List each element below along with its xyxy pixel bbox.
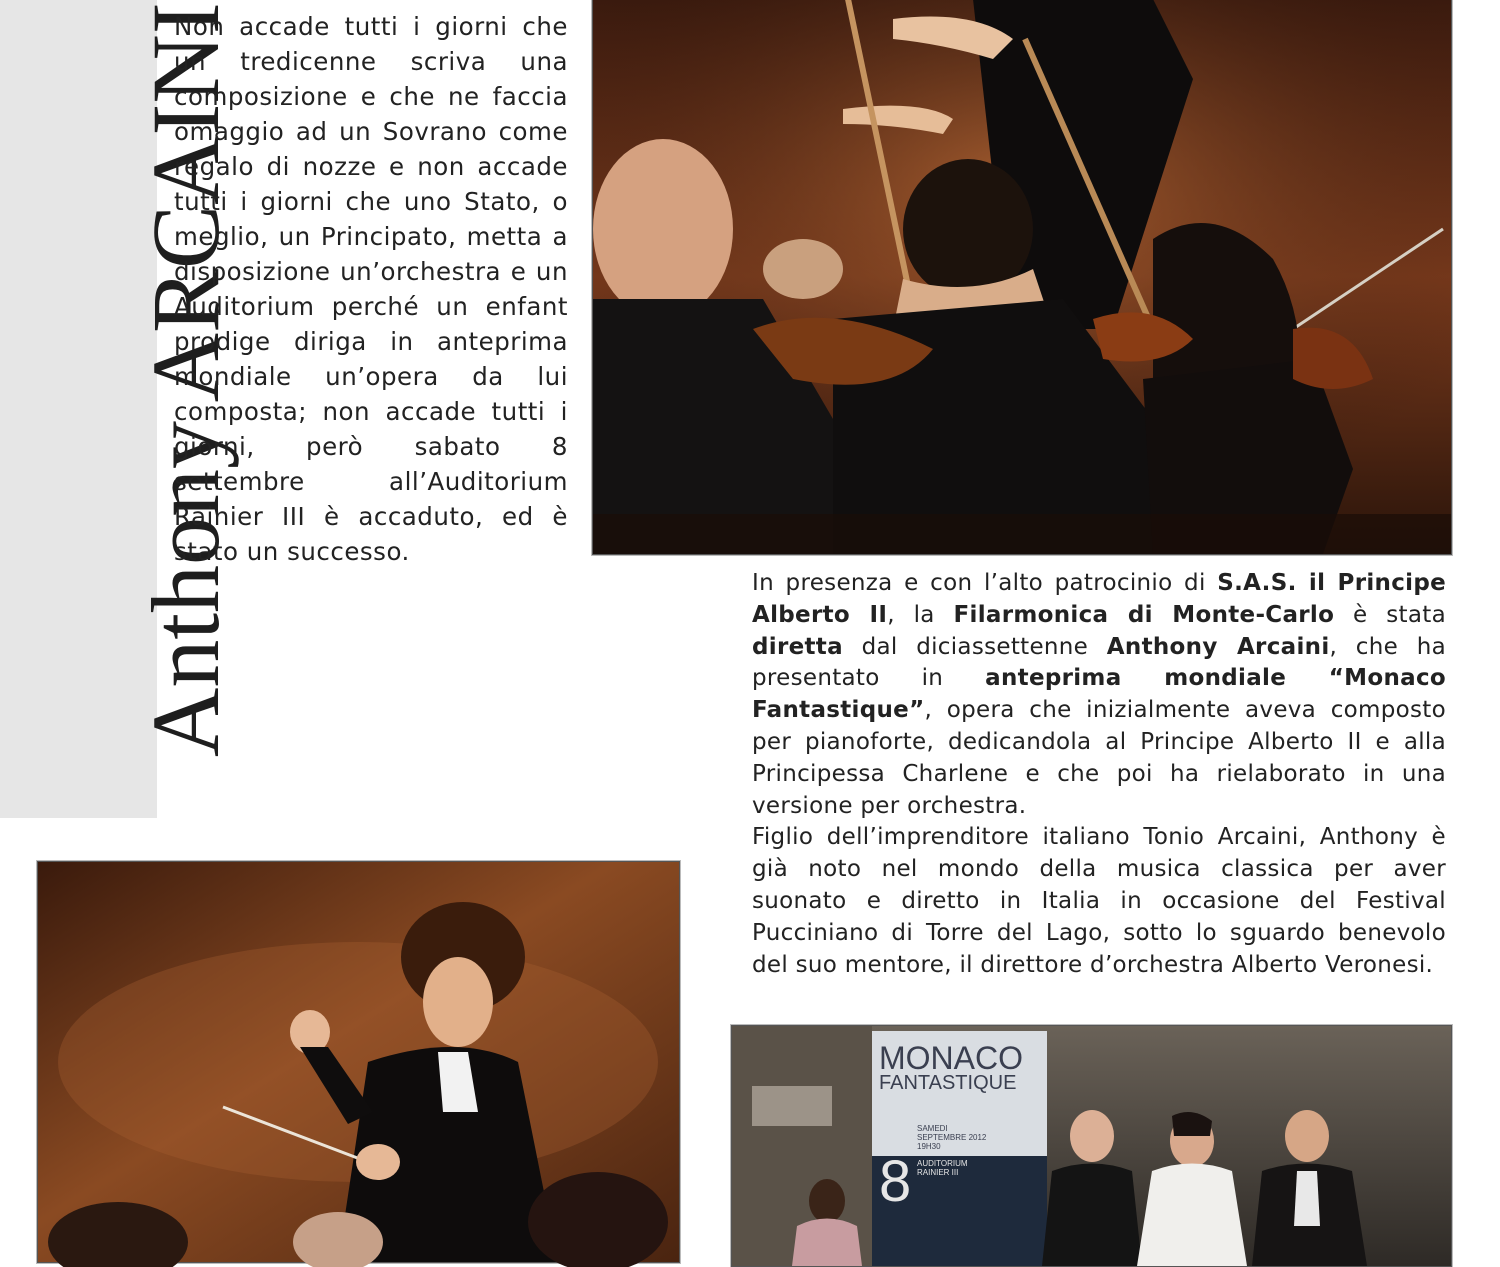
intro-paragraph: Non accade tutti i giorni che un tredicenne scriva una composizione e che ne faccia omaggio ad un Sovrano come regalo di nozze e non accade tutti i giorni che uno Stato, o meglio, un Principato, metta a disposizione un’orchestra e un Auditorium perché un enfant prodige diriga in anteprima mondiale un’opera da lui composta; non accade tutti i giorni, però sabato 8 settembre all’Auditorium Rainier III è accaduto, ed è stato un successo.	[174, 12, 568, 566]
poster-title-1: MONACO	[879, 1040, 1023, 1076]
main-text	[752, 568, 1446, 981]
paragraph-2: Figlio dell’imprenditore italiano Tonio Arcaini, Anthony è già noto nel mondo della musica classica per aver suonato e diretto in Italia in occasione del Festival Pucciniano di Torre del Lago, sotto lo sguardo benevolo del suo mentore, il direttore d’orchestra Alberto Veronesi.	[752, 824, 1446, 978]
title-band	[0, 0, 239, 818]
poster-line-2: SEPTEMBRE 2012	[917, 1133, 987, 1142]
photo-conductor	[37, 861, 680, 1263]
photo-orchestra	[592, 0, 1452, 555]
poster-line-4: AUDITORIUM	[917, 1159, 968, 1168]
poster-line-3: 19H30	[917, 1142, 941, 1151]
poster-title-2: FANTASTIQUE	[879, 1072, 1017, 1094]
poster-line-5: RAINIER III	[917, 1168, 959, 1177]
poster-day: 8	[879, 1149, 912, 1214]
poster-line-1: SAMEDI	[917, 1124, 948, 1133]
paragraph-1: In presenza e con l’alto patrocinio di S.A.S. il Principe Alberto II, la Filarmonica di Monte-Carlo è stata diretta dal diciassettenne Anthony Arcaini, che ha presentato in anteprima mondiale “Monaco Fantastique”, opera che inizialmente aveva composto per pianoforte, dedicandola al Principe Alberto II e alla Principessa Charlene e che poi ha rielaborato in una versione per orchestra.	[752, 570, 1447, 819]
article-title: Anthony ARCAINI	[132, 2, 239, 757]
photo-reception	[731, 1025, 1452, 1267]
